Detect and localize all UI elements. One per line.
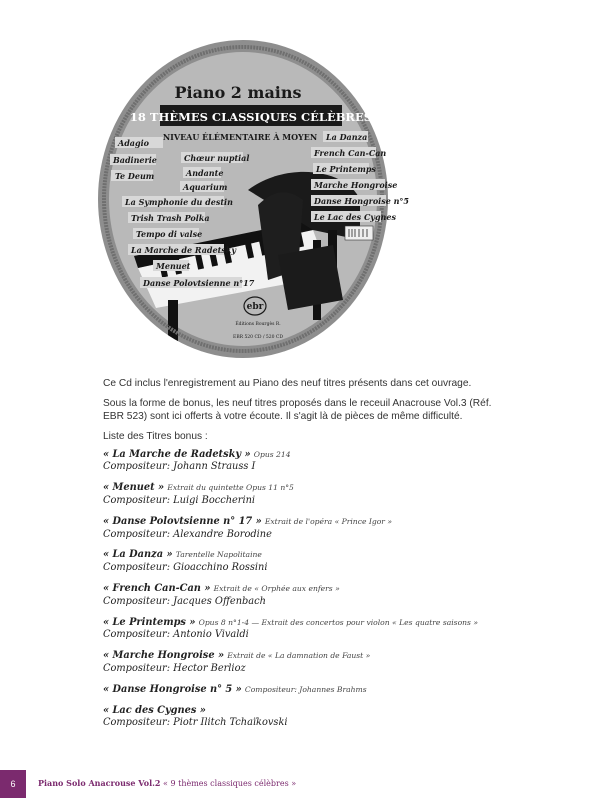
item-description: Extrait de l'opéra « Prince Igor »: [264, 516, 392, 526]
cd-track: French Can-Can: [314, 148, 387, 158]
bonus-list: [103, 449, 503, 731]
list-item: [103, 449, 503, 475]
cd-track: La Symphonie du destin: [125, 197, 233, 207]
cd-level: NIVEAU ÉLÉMENTAIRE À MOYEN: [162, 132, 318, 142]
item-composer: Compositeur: Piotr Ilitch Tchaïkovski: [103, 717, 288, 729]
cd-catalog: EBR 520 CD / 520 CD: [233, 335, 283, 340]
item-composer: Compositeur: Antonio Vivaldi: [103, 629, 249, 641]
list-item: [103, 516, 503, 542]
intro-paragraph: Sous la forme de bonus, les neuf titres proposés dans le receuil Anacrouse Vol.3 (Réf. EBR 523) sont ici offerts à votre écoute. Il s'agit là de pièces de même difficulté.: [103, 398, 492, 423]
cd-label: [98, 40, 409, 358]
footer-subtitle: « 9 thèmes classiques célèbres »: [163, 779, 297, 788]
item-title: « Le Printemps »: [103, 616, 196, 628]
item-title: « French Can-Can »: [103, 582, 211, 594]
item-composer: Compositeur: Johann Strauss I: [103, 461, 256, 473]
content: [103, 377, 503, 730]
cd-track: Danse Polovtsienne n°17: [143, 278, 255, 288]
footer-series: Piano Solo Anacrouse Vol.2: [38, 778, 161, 788]
item-description: Extrait de « La damnation de Faust »: [227, 651, 371, 661]
item-title: « Lac des Cygnes »: [103, 704, 206, 716]
cd-track: Badinerie: [113, 155, 157, 165]
list-item: [103, 684, 503, 697]
cd-track: Marche Hongroise: [314, 180, 398, 190]
list-item: [103, 617, 503, 643]
item-title: « La Danza »: [103, 549, 173, 561]
cd-banner: 18 THÈMES CLASSIQUES CÉLÈBRES: [129, 110, 373, 124]
cd-track: Le Lac des Cygnes: [314, 212, 396, 222]
item-description: Compositeur: Johannes Brahms: [244, 684, 367, 694]
item-description: Opus 214: [253, 449, 291, 459]
item-description: Opus 8 n°1-4 — Extrait des concertos pour violon « Les quatre saisons »: [198, 617, 478, 627]
item-composer: Compositeur: Luigi Boccherini: [103, 495, 256, 506]
item-composer: Compositeur: Jacques Offenbach: [103, 595, 266, 607]
cd-track: Menuet: [156, 261, 191, 271]
cd-title: Piano 2 mains: [174, 83, 302, 102]
item-composer: Compositeur: Alexandre Borodine: [103, 528, 272, 540]
item-composer: Compositeur: Gioacchino Rossini: [103, 562, 268, 574]
list-item: [103, 482, 503, 508]
list-item: [103, 705, 503, 731]
item-title: « Marche Hongroise »: [103, 650, 225, 662]
cd-track: Danse Hongroise n°5: [314, 196, 409, 206]
cd-track: Chœur nuptial: [184, 153, 250, 163]
cd-track: Andante: [186, 168, 224, 178]
cd-track: Te Deum: [115, 171, 155, 181]
item-description: Extrait du quintette Opus 11 n°5: [167, 483, 294, 493]
item-title: « Danse Hongroise n° 5 »: [103, 683, 242, 695]
cd-track: Tempo di valse: [136, 229, 203, 239]
cd-track: Le Printemps: [316, 164, 376, 174]
cd-track: La Danza: [326, 132, 368, 142]
item-title: « Menuet »: [103, 482, 165, 494]
item-description: Extrait de « Orphée aux enfers »: [213, 583, 340, 593]
page-number: 6: [0, 770, 26, 798]
cd-track: Adagio: [118, 138, 149, 148]
list-item: [103, 583, 503, 609]
item-title: « Danse Polovtsienne n° 17 »: [103, 515, 262, 527]
item-description: Tarentelle Napolitaine: [175, 550, 262, 560]
intro-paragraph: Ce Cd inclus l'enregistrement au Piano des neuf titres présents dans cet ouvrage.: [103, 378, 472, 389]
bonus-list-heading: Liste des Titres bonus :: [103, 430, 208, 442]
cd-track: Trish Trash Polka: [131, 213, 210, 223]
cd-track: La Marche de Radetsky: [131, 245, 236, 255]
list-item: [103, 549, 503, 575]
list-item: [103, 650, 503, 676]
item-composer: Compositeur: Hector Berlioz: [103, 662, 246, 674]
footer-text: [38, 778, 296, 788]
cd-publisher: Éditions Bourgès R.: [235, 322, 281, 327]
cd-track: Aquarium: [183, 182, 228, 192]
ebr-logo-text: ebr: [246, 302, 264, 312]
item-title: « La Marche de Radetsky »: [103, 448, 251, 460]
